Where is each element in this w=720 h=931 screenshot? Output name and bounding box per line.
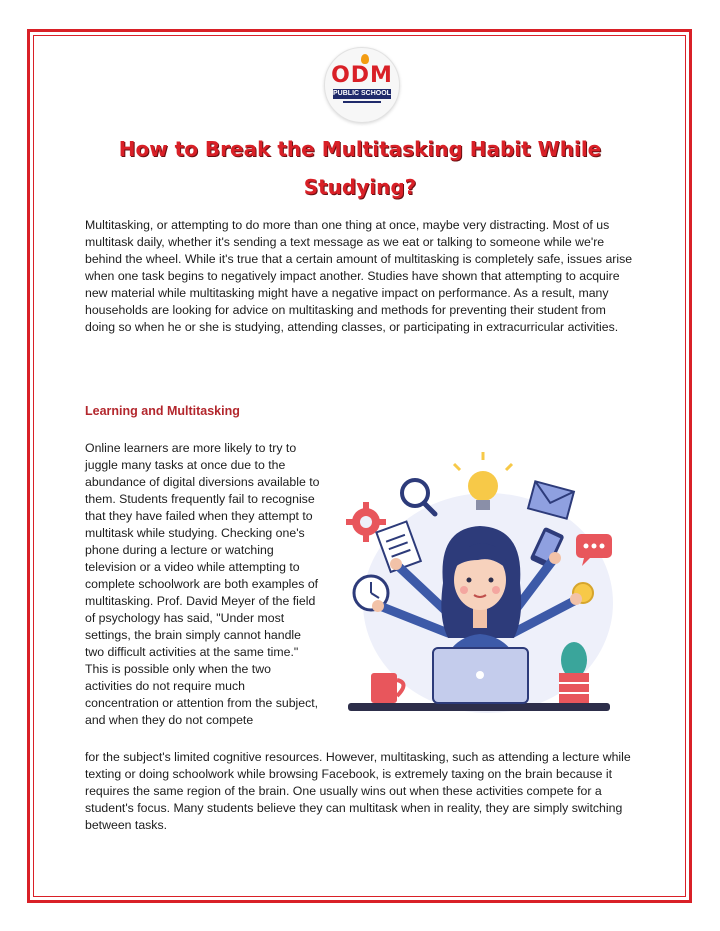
page-title: How to Break the Multitasking Habit While Studying? [118, 137, 602, 199]
school-logo [324, 47, 400, 123]
section-paragraph-narrow: Online learners are more likely to try to juggle many tasks at once due to the abundance of digital diversions available to them. Students frequently fail to recognise that they have failed when they attempt to multitask while studying. Checking one's phone during a lecture or watching television or a video while attempting to complete schoolwork are both examples of multitasking. Prof. David Meyer of the field of psychology has said, "Under most settings, the brain simply cannot handle two difficult activities at the same time." This is possible only when the two activities do not require much concentration or attention from the subject, and when they do not compete [85, 441, 320, 727]
logo-divider [343, 101, 381, 103]
laptop-icon [433, 648, 528, 703]
intro-paragraph: Multitasking, or attempting to do more than one thing at once, maybe very distracting. Most of us multitask daily, whether it's sending a text message as we eat or talking to someone while we're behind the wheel. While it's true that a certain amount of multitasking is completely safe, issues arise when one task begins to negatively impact another. Studies have shown that attempting to acquire new material while multitasking might have a negative impact on performance. As a result, many households are looking for advice on multitasking and methods for preventing their student from doing so when he or she is studying, attending classes, or participating in extracurricular activities. [85, 218, 633, 334]
section-heading: Learning and Multitasking [85, 404, 240, 418]
logo-subtitle: PUBLIC SCHOOL [333, 90, 391, 97]
section-paragraph-full: for the subject's limited cognitive resources. However, multitasking, such as attending a lecture while texting or doing schoolwork while browsing Facebook, is extremely taxing on the brain because it requires the same region of the brain. One usually wins out when these activities compete for a student's focus. Many students believe they can multitask when in reality, they are simply switching between tasks. [85, 750, 631, 832]
desk-icon [348, 703, 610, 711]
logo-text: ODM [331, 63, 393, 88]
multitasking-illustration [338, 448, 618, 728]
search-icon [402, 480, 435, 514]
